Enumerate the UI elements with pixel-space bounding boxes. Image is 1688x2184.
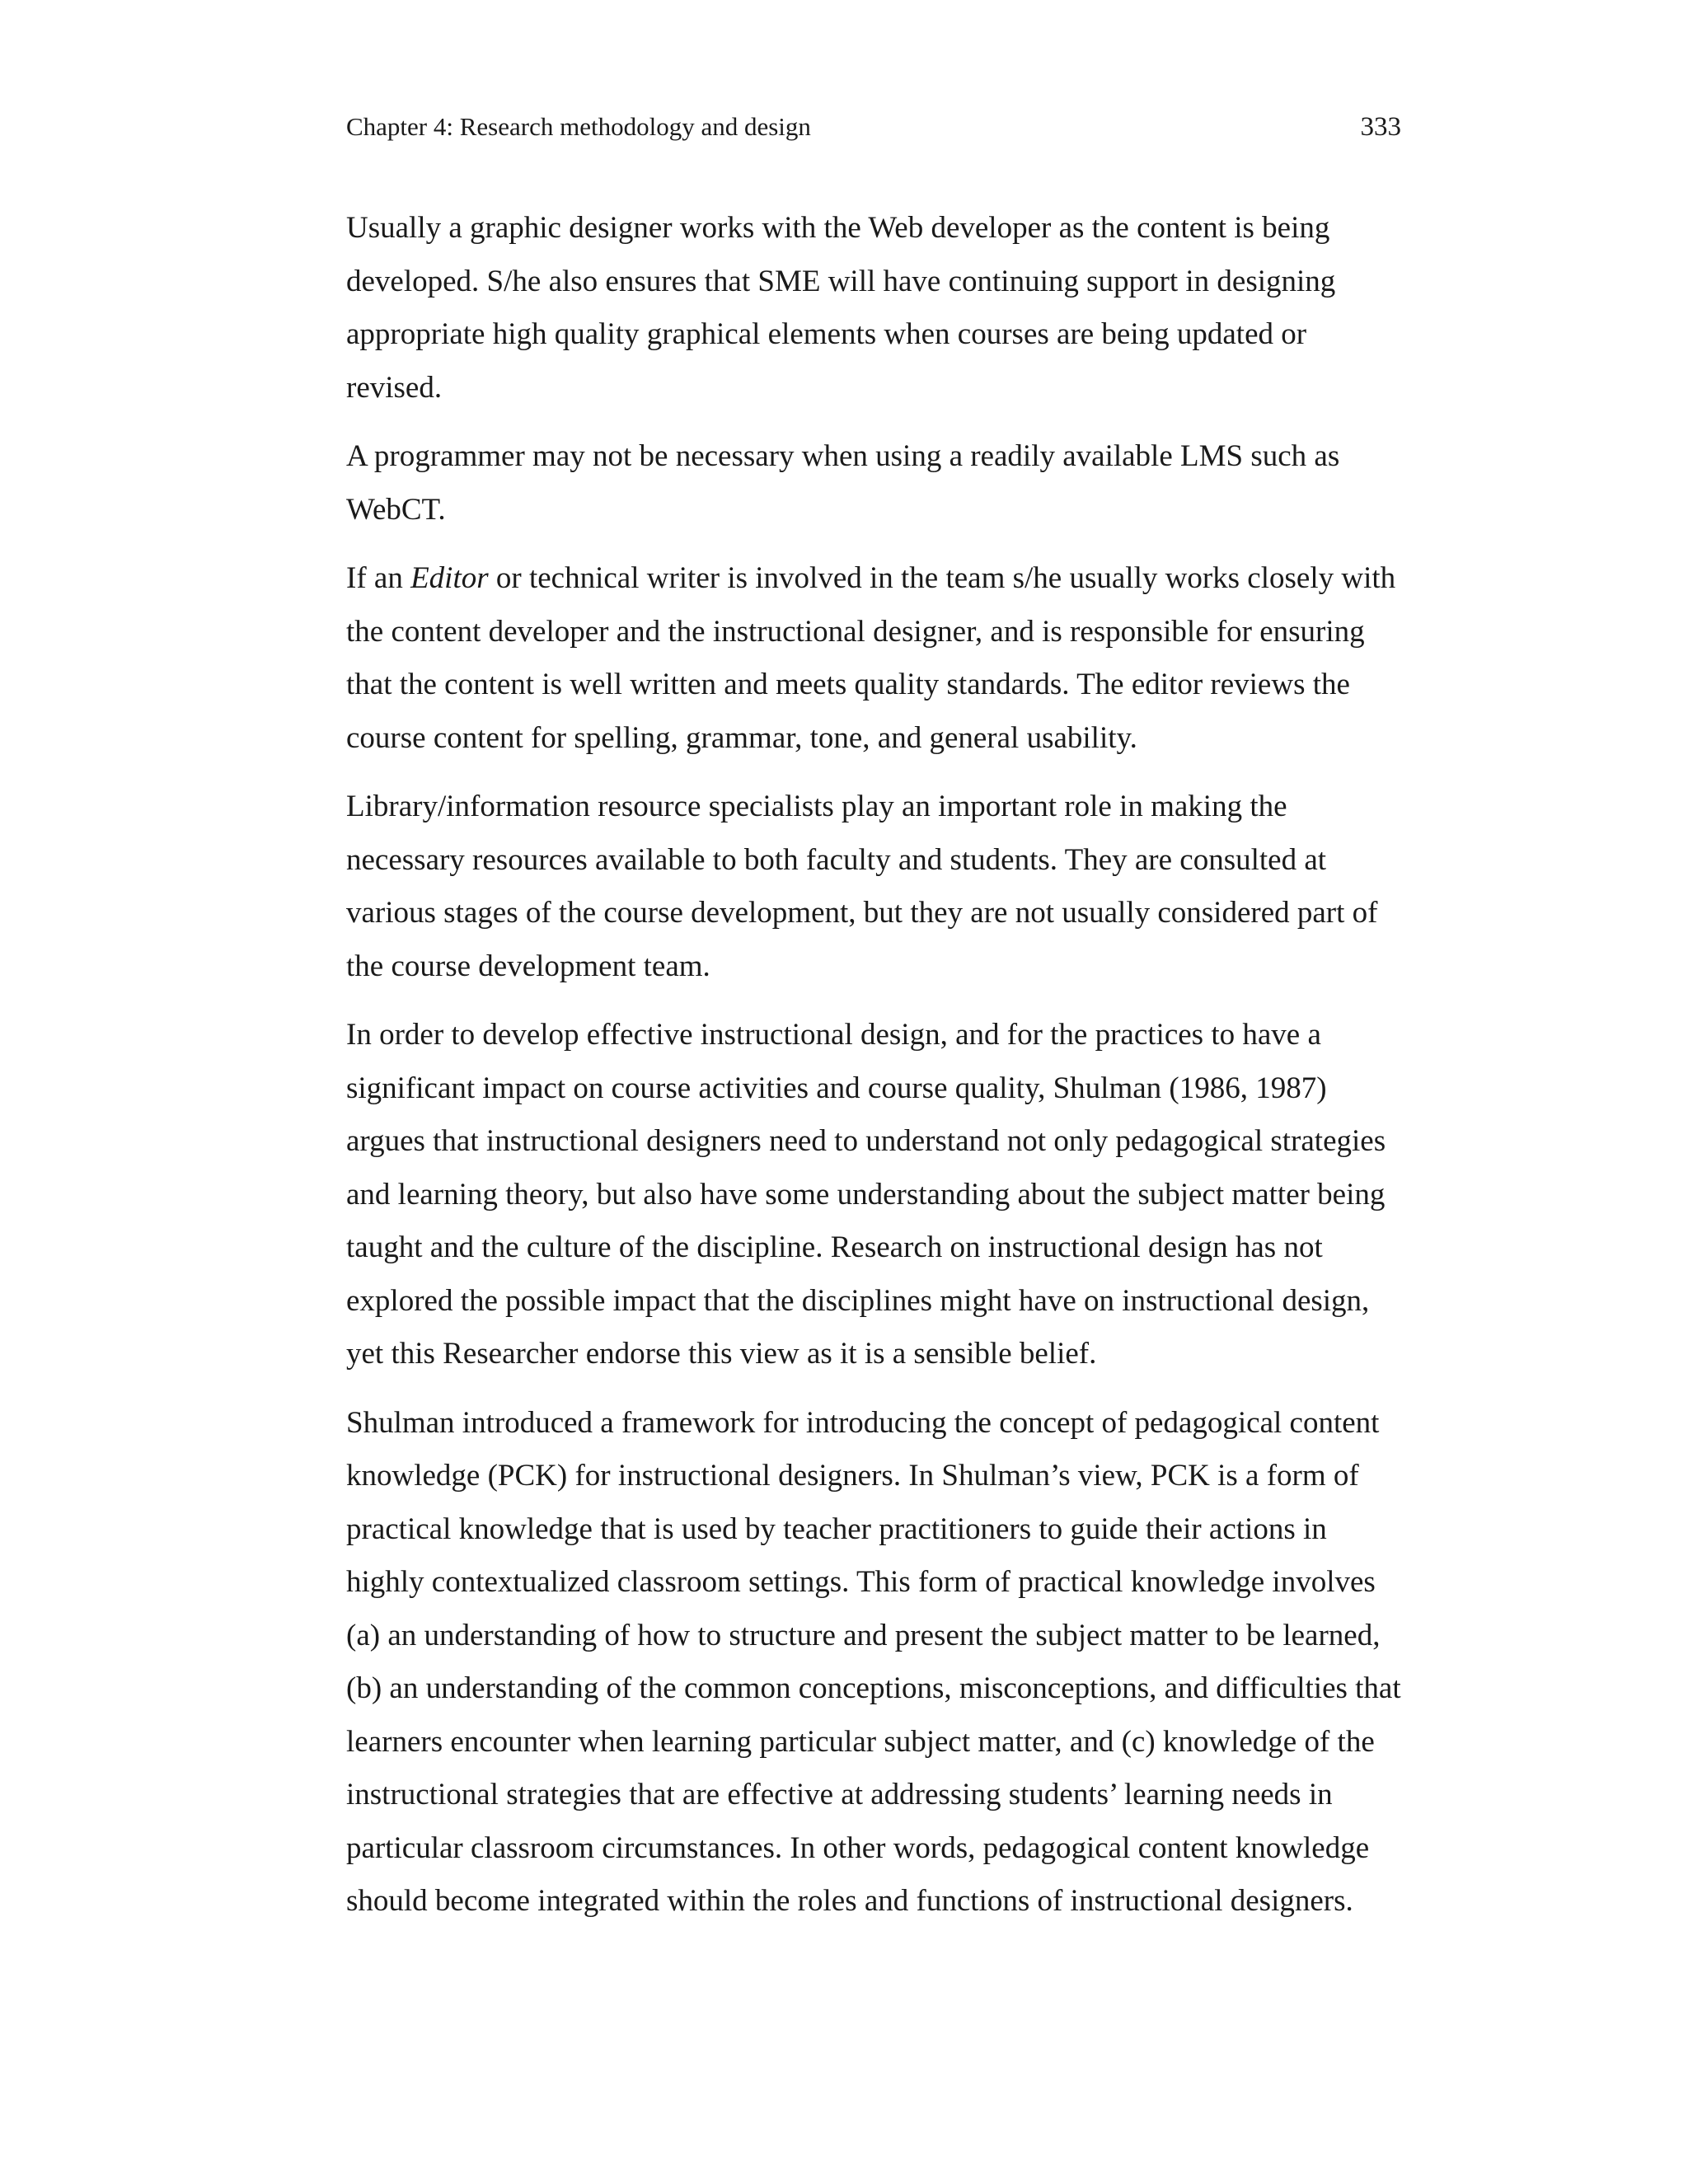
text-line: that the content is well written and meets quality standards. The editor reviews the [346,668,1350,701]
text-line: yet this Researcher endorse this view as it is a sensible belief. [346,1337,1097,1371]
italic-term-editor: Editor [410,561,489,595]
text-line: Shulman introduced a framework for introducing the concept of pedagogical content [346,1405,1380,1440]
text-line: In order to develop effective instructional design, and for the practices to have a [346,1018,1321,1052]
text-line: should become integrated within the roles and functions of instructional designers. [346,1884,1353,1918]
text-line: particular classroom circumstances. In other words, pedagogical content knowledge [346,1830,1370,1865]
text-line: argues that instructional designers need to understand not only pedagogical strategies [346,1124,1386,1158]
text-line: the course development team. [346,949,710,983]
paragraph-library-specialists [346,780,1409,993]
text-line: various stages of the course development, but they are not usually considered part of [346,896,1378,930]
text-line: taught and the culture of the discipline. Research on instructional design has not [346,1230,1323,1264]
text-line: knowledge (PCK) for instructional designers. In Shulman’s view, PCK is a form of [346,1459,1359,1493]
paragraph-programmer [346,430,1409,537]
paragraph-instructional-design [346,1009,1409,1381]
page-number: 333 [1360,112,1401,142]
text-line: explored the possible impact that the disciplines might have on instructional design, [346,1283,1370,1318]
text-line: revised. [346,370,443,405]
text-line: and learning theory, but also have some understanding about the subject matter being [346,1177,1386,1212]
text-line: the content developer and the instructional designer, and is responsible for ensuring [346,614,1365,649]
text-line: necessary resources available to both faculty and students. They are consulted at [346,842,1327,877]
text-line: learners encounter when learning particular subject matter, and (c) knowledge of the [346,1724,1375,1759]
text-line: instructional strategies that are effective at addressing students’ learning needs in [346,1778,1333,1811]
text-line: course content for spelling, grammar, tone, and general usability. [346,720,1137,755]
text-line: (b) an understanding of the common conceptions, misconceptions, and difficulties that [346,1671,1401,1705]
text-fragment: If an [346,561,411,595]
text-line-editor [346,552,1409,606]
running-header [346,109,1401,145]
text-line: appropriate high quality graphical elements when courses are being updated or [346,317,1307,351]
text-line: significant impact on course activities and course quality, Shulman (1986, 1987) [346,1071,1327,1105]
paragraph-pck-framework [346,1397,1409,1929]
text-line: Library/information resource specialists play an important role in making the [346,790,1287,823]
text-line: A programmer may not be necessary when using a readily available LMS such as [346,439,1340,473]
text-line: WebCT. [346,492,446,527]
paragraph-editor [346,552,1409,765]
text-line: highly contextualized classroom settings. This form of practical knowledge involves [346,1565,1376,1599]
text-fragment: or technical writer is involved in the team s/he usually works closely with [488,561,1396,595]
text-line: (a) an understanding of how to structure and present the subject matter to be learned, [346,1618,1381,1652]
text-line: practical knowledge that is used by teacher practitioners to guide their actions in [346,1511,1327,1546]
text-line: Usually a graphic designer works with the Web developer as the content is being [346,211,1330,245]
body-text [346,202,1409,1944]
chapter-title: Chapter 4: Research methodology and design [346,112,811,141]
text-line: developed. S/he also ensures that SME will have continuing support in designing [346,264,1336,298]
paragraph-graphic-designer [346,202,1409,415]
